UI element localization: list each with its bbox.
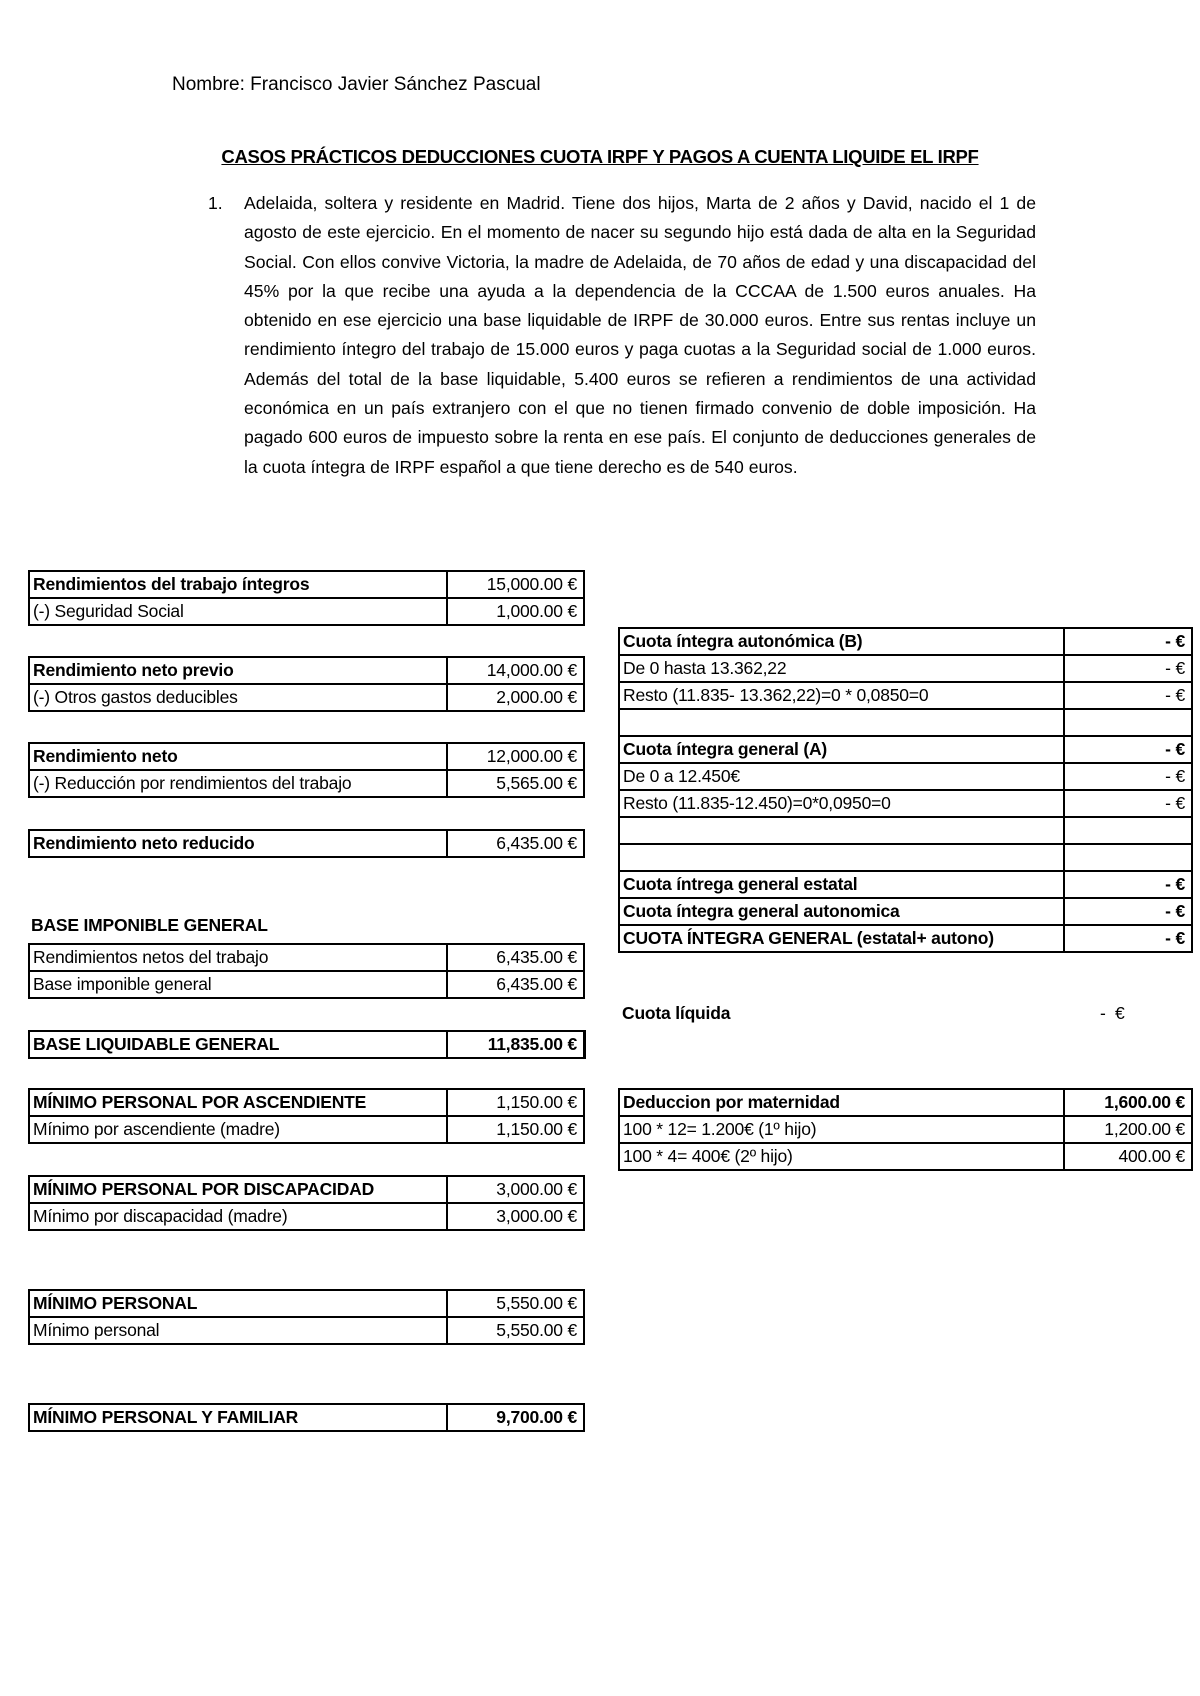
exercise-1 <box>208 189 1036 482</box>
table-row <box>619 790 1192 817</box>
table-row <box>619 763 1192 790</box>
row-label: MÍNIMO PERSONAL POR DISCAPACIDAD <box>29 1176 447 1203</box>
row-value: 15,000.00 € <box>447 571 584 598</box>
row-value: 6,435.00 € <box>447 971 584 998</box>
table-row <box>29 684 584 711</box>
table-row <box>29 743 584 770</box>
row-label: MÍNIMO PERSONAL <box>29 1290 447 1317</box>
row-value: 1,150.00 € <box>447 1089 584 1116</box>
table-row <box>619 655 1192 682</box>
row-label: 100 * 12= 1.200€ (1º hijo) <box>619 1116 1064 1143</box>
table-row <box>619 1089 1192 1116</box>
row-value <box>1064 844 1192 871</box>
cuota-liquida-label: Cuota líquida <box>622 1003 731 1023</box>
row-value: 6,435.00 € <box>447 944 584 971</box>
row-label: (-) Seguridad Social <box>29 598 447 625</box>
row-value: 400.00 € <box>1064 1143 1192 1170</box>
row-value <box>1064 817 1192 844</box>
row-label: (-) Otros gastos deducibles <box>29 684 447 711</box>
row-value: 3,000.00 € <box>447 1176 584 1203</box>
row-label: Deduccion por maternidad <box>619 1089 1064 1116</box>
table-minimo-personal-familiar <box>28 1403 585 1432</box>
row-label: Base imponible general <box>29 971 447 998</box>
table-row <box>619 628 1192 655</box>
table-row <box>619 871 1192 898</box>
cuota-liquida-value: - € <box>1100 1003 1125 1023</box>
table-row <box>29 1317 584 1344</box>
table-base-imponible <box>28 943 585 999</box>
row-value: 1,600.00 € <box>1064 1089 1192 1116</box>
row-label: Rendimiento neto reducido <box>29 830 447 857</box>
exercise-number: 1. <box>208 193 223 213</box>
table-row <box>29 657 584 684</box>
table-rendimiento-neto-reducido <box>28 829 585 858</box>
row-label: Rendimiento neto previo <box>29 657 447 684</box>
row-value: - € <box>1064 790 1192 817</box>
table-rendimiento-neto <box>28 742 585 798</box>
table-minimo-ascendiente <box>28 1088 585 1144</box>
table-cuota-integra <box>618 627 1193 953</box>
row-value: 1,150.00 € <box>447 1116 584 1143</box>
table-row <box>619 844 1192 871</box>
student-name: Nombre: Francisco Javier Sánchez Pascual <box>172 74 541 95</box>
row-value: 14,000.00 € <box>447 657 584 684</box>
row-value: - € <box>1064 736 1192 763</box>
table-row <box>29 598 584 625</box>
row-label: De 0 hasta 13.362,22 <box>619 655 1064 682</box>
row-value: - € <box>1064 925 1192 952</box>
table-row <box>29 1176 584 1203</box>
table-rendimientos-integros <box>28 570 585 626</box>
row-value: - € <box>1064 898 1192 925</box>
row-label: De 0 a 12.450€ <box>619 763 1064 790</box>
row-label: Resto (11.835- 13.362,22)=0 * 0,0850=0 <box>619 682 1064 709</box>
row-label: Cuota íntrega general estatal <box>619 871 1064 898</box>
row-value: - € <box>1064 682 1192 709</box>
table-row <box>29 571 584 598</box>
table-row <box>29 1404 584 1431</box>
row-label: (-) Reducción por rendimientos del trabajo <box>29 770 447 797</box>
row-value: - € <box>1064 871 1192 898</box>
row-value: 5,565.00 € <box>447 770 584 797</box>
row-value: 1,200.00 € <box>1064 1116 1192 1143</box>
row-label: Mínimo personal <box>29 1317 447 1344</box>
row-label: MÍNIMO PERSONAL POR ASCENDIENTE <box>29 1089 447 1116</box>
table-row <box>29 770 584 797</box>
row-value: 2,000.00 € <box>447 684 584 711</box>
table-row <box>29 1089 584 1116</box>
row-value: 6,435.00 € <box>447 830 584 857</box>
row-value: 12,000.00 € <box>447 743 584 770</box>
row-label <box>619 817 1064 844</box>
row-value: - € <box>1064 628 1192 655</box>
base-imponible-heading: BASE IMPONIBLE GENERAL <box>31 915 268 935</box>
row-label <box>619 844 1064 871</box>
row-label: Cuota íntegra general (A) <box>619 736 1064 763</box>
row-label: Cuota íntegra autonómica (B) <box>619 628 1064 655</box>
table-row <box>619 709 1192 736</box>
row-label: Rendimientos del trabajo íntegros <box>29 571 447 598</box>
table-row <box>29 944 584 971</box>
row-label: Resto (11.835-12.450)=0*0,0950=0 <box>619 790 1064 817</box>
table-row <box>619 817 1192 844</box>
exercise-text: Adelaida, soltera y residente en Madrid. Tiene dos hijos, Marta de 2 años y David, nacido el 1 de agosto de este ejercicio. En el momento de nacer su segundo hijo está dada de alta en la Seguridad Social. Con ellos convive Victoria, la madre de Adelaida, de 70 años de edad y una discapacidad del 45% por la que recibe una ayuda a la dependencia de la CCCAA de 1.500 euros anuales. Ha obtenido en ese ejercicio una base liquidable de IRPF de 30.000 euros. Entre sus rentas incluye un rendimiento íntegro del trabajo de 15.000 euros y paga cuotas a la Seguridad social de 1.000 euros. Además del total de la base liquidable, 5.400 euros se refieren a rendimientos de una actividad económica en un país extranjero con el que no tienen firmado convenio de doble imposición. Ha pagado 600 euros de impuesto sobre la renta en ese país. El conjunto de deducciones generales de la cuota íntegra de IRPF español a que tiene derecho es de 540 euros. <box>244 193 1036 477</box>
row-label: Mínimo por ascendiente (madre) <box>29 1116 447 1143</box>
table-minimo-discapacidad <box>28 1175 585 1231</box>
row-label: BASE LIQUIDABLE GENERAL <box>29 1031 447 1058</box>
row-value <box>1064 709 1192 736</box>
row-label: MÍNIMO PERSONAL Y FAMILIAR <box>29 1404 447 1431</box>
row-value: 1,000.00 € <box>447 598 584 625</box>
row-label: Rendimientos netos del trabajo <box>29 944 447 971</box>
row-label: Cuota íntegra general autonomica <box>619 898 1064 925</box>
table-row <box>29 1116 584 1143</box>
row-label <box>619 709 1064 736</box>
row-value: - € <box>1064 655 1192 682</box>
table-row <box>619 898 1192 925</box>
row-value: 9,700.00 € <box>447 1404 584 1431</box>
table-row <box>619 1116 1192 1143</box>
table-rendimiento-neto-previo <box>28 656 585 712</box>
row-label: Mínimo por discapacidad (madre) <box>29 1203 447 1230</box>
table-base-liquidable <box>28 1030 586 1059</box>
table-minimo-personal <box>28 1289 585 1345</box>
row-value: 11,835.00 € <box>447 1031 585 1058</box>
table-row <box>29 1203 584 1230</box>
row-value: 5,550.00 € <box>447 1317 584 1344</box>
table-row <box>29 971 584 998</box>
table-row <box>619 925 1192 952</box>
row-label: 100 * 4= 400€ (2º hijo) <box>619 1143 1064 1170</box>
table-row <box>29 1290 584 1317</box>
row-value: 3,000.00 € <box>447 1203 584 1230</box>
table-row <box>619 682 1192 709</box>
row-label: CUOTA ÍNTEGRA GENERAL (estatal+ autono) <box>619 925 1064 952</box>
table-row <box>29 1031 585 1058</box>
table-row <box>29 830 584 857</box>
row-label: Rendimiento neto <box>29 743 447 770</box>
table-row <box>619 1143 1192 1170</box>
row-value: - € <box>1064 763 1192 790</box>
table-deduccion-maternidad <box>618 1088 1193 1171</box>
table-row <box>619 736 1192 763</box>
document-title: CASOS PRÁCTICOS DEDUCCIONES CUOTA IRPF Y PAGOS A CUENTA LIQUIDE EL IRPF <box>221 146 979 167</box>
row-value: 5,550.00 € <box>447 1290 584 1317</box>
